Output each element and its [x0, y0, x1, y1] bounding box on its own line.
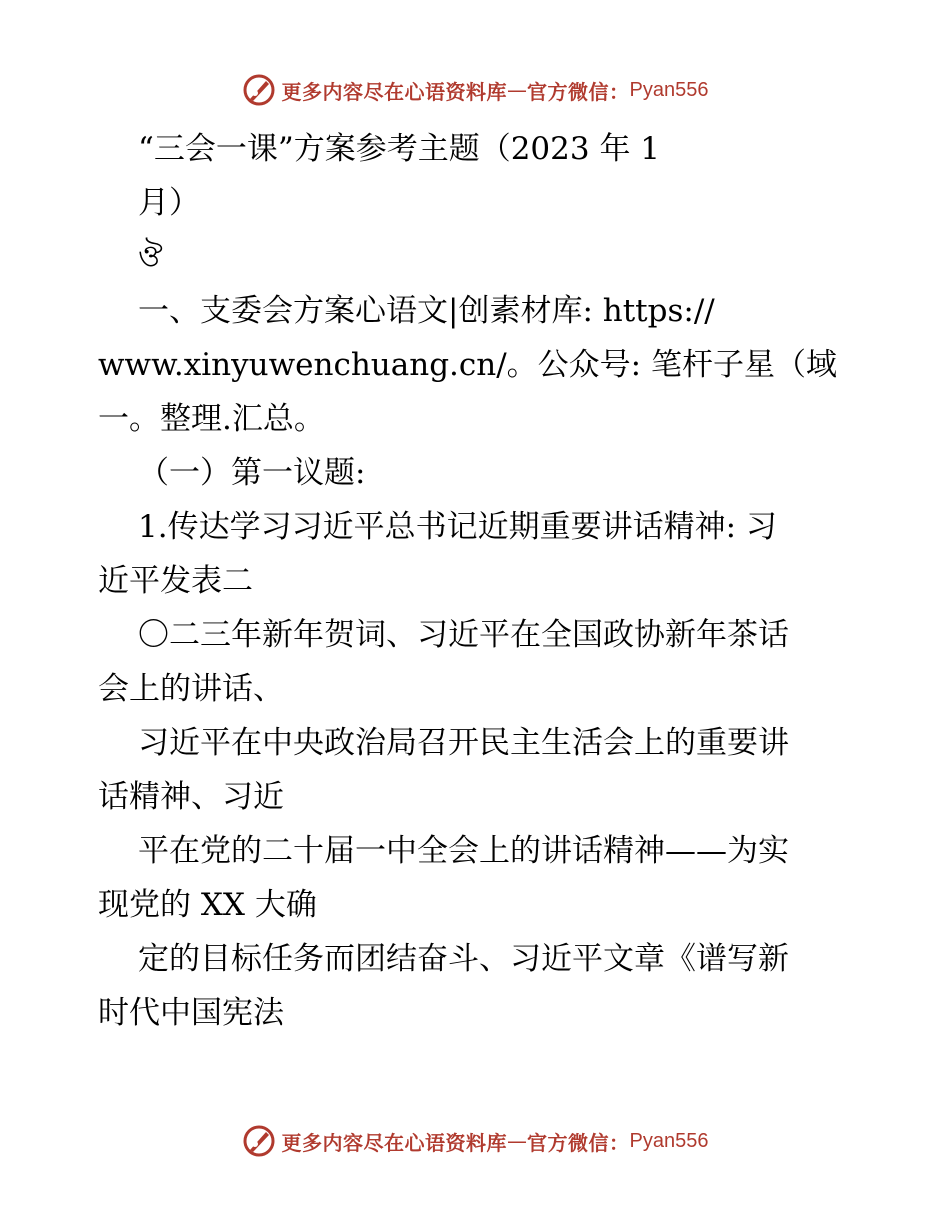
header-wechat-label: 官方微信：	[527, 79, 630, 104]
header-wechat-id: Pyan556	[629, 78, 709, 101]
header-site-text: 更多内容尽在心语资料库	[281, 79, 508, 104]
text-line: 会上的讲话、	[98, 671, 284, 707]
text-line: 1.传达学习习近平总书记近期重要讲话精神: 习	[138, 509, 777, 545]
footer-banner	[0, 1121, 950, 1161]
footer-wechat-label: 官方微信：	[527, 1130, 630, 1155]
footer-wechat-id: Pyan556	[629, 1129, 709, 1152]
text-line: 现党的 XX 大确	[98, 887, 317, 923]
quill-logo-icon	[242, 73, 276, 107]
text-line: 话精神、习近	[98, 779, 284, 815]
footer-site-text: 更多内容尽在心语资料库	[281, 1130, 508, 1155]
footer-separator: —	[507, 1129, 528, 1153]
text-line: 一、支委会方案心语文|创素材库: https://	[138, 293, 715, 329]
document-title-line-1: “三会一课”方案参考主题（2023 年 1	[138, 131, 661, 167]
quill-logo-icon	[242, 1124, 276, 1158]
text-line: www.xinyuwenchuang.cn/。公众号: 笔杆子星（域	[98, 347, 837, 383]
document-body	[98, 124, 858, 1042]
text-line: 〇二三年新年贺词、习近平在全国政协新年茶话	[138, 617, 789, 653]
ornament-icon: ঔ	[138, 239, 163, 274]
text-line: 近平发表二	[98, 563, 253, 599]
text-line: （一）第一议题:	[138, 455, 366, 491]
header-separator: —	[507, 78, 528, 102]
text-line: 平在党的二十届一中全会上的讲话精神——为实	[138, 833, 789, 869]
header-banner	[0, 70, 950, 110]
document-title-line-2: 月）	[138, 185, 200, 221]
text-line: 一。整理.汇总。	[98, 401, 325, 437]
text-line: 定的目标任务而团结奋斗、习近平文章《谱写新	[138, 941, 789, 977]
text-line: 习近平在中央政治局召开民主生活会上的重要讲	[138, 725, 789, 761]
text-line: 时代中国宪法	[98, 995, 284, 1031]
